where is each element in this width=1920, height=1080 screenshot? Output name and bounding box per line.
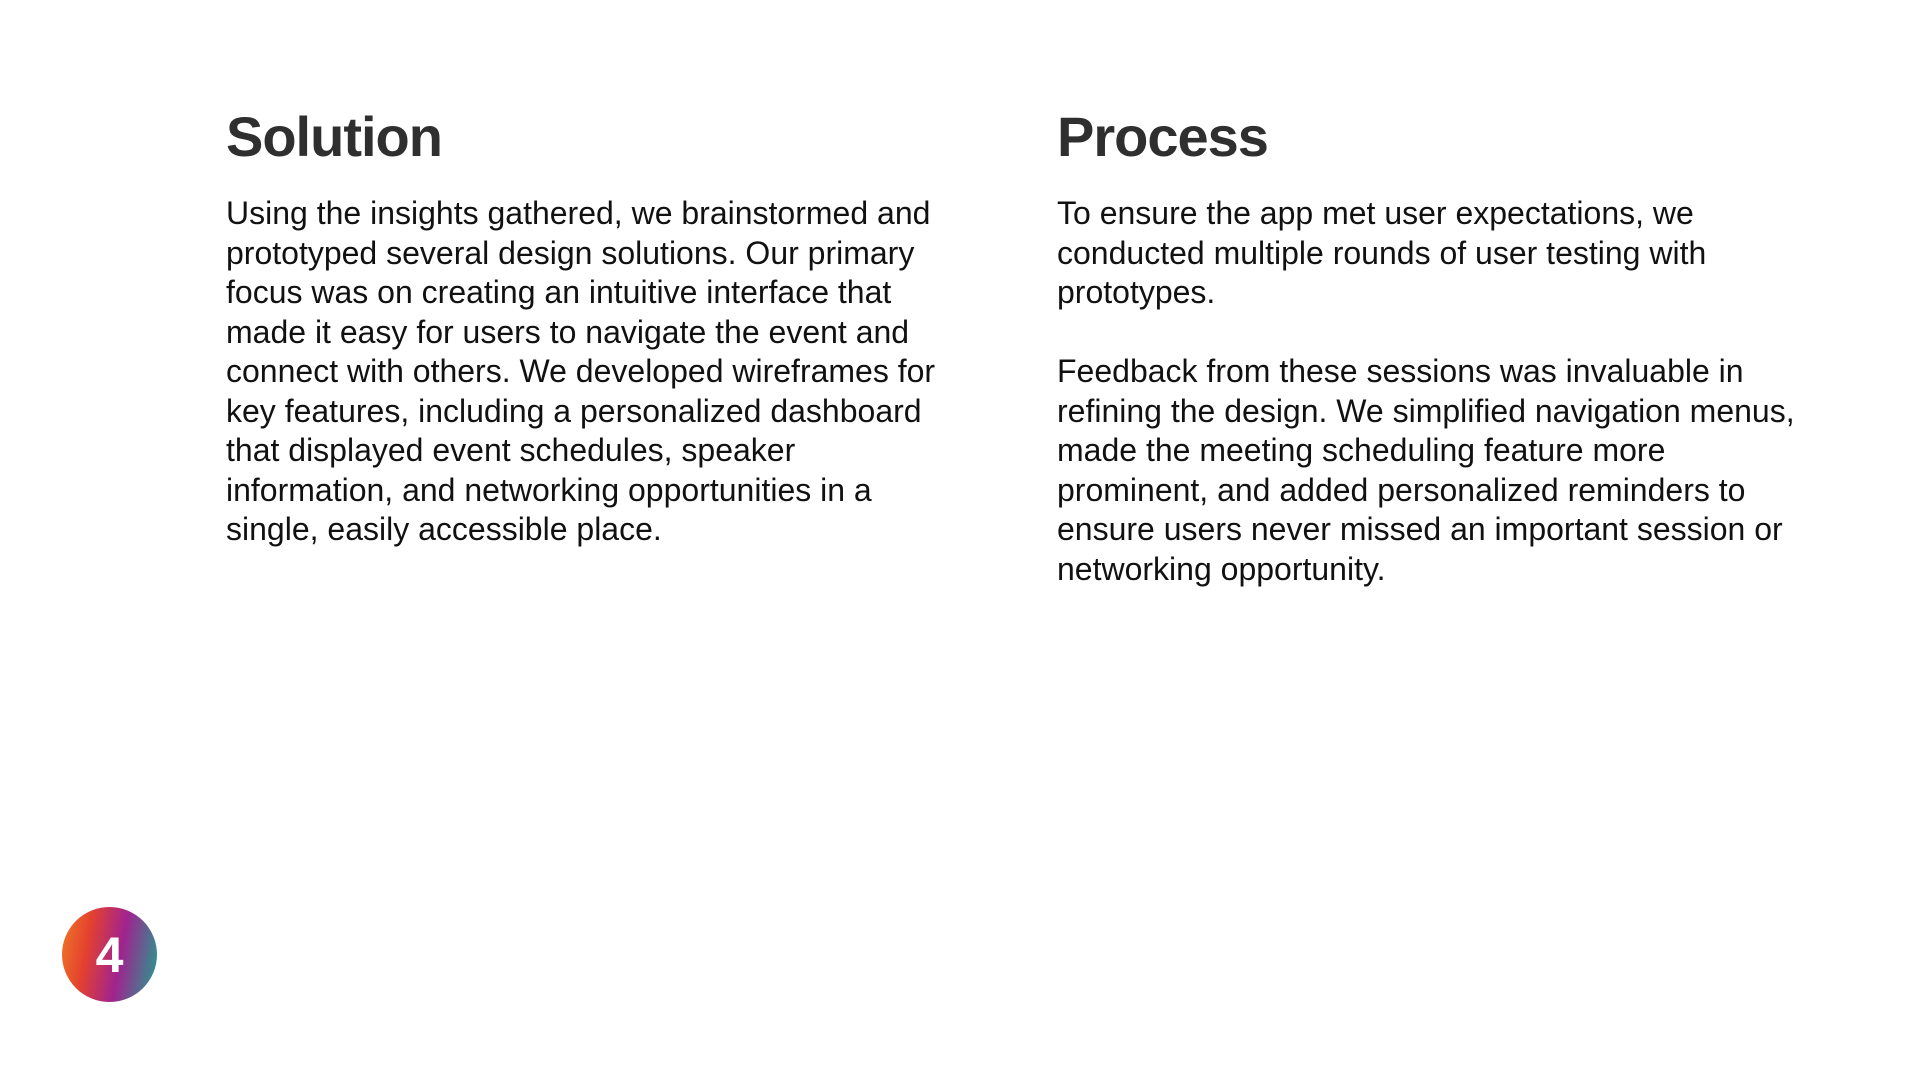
process-heading: Process bbox=[1057, 105, 1268, 168]
solution-body: Using the insights gathered, we brainstormed and prototyped several design solutions. Our primary focus was on creating an intuitive interface that made it easy for users to navigate the event and connect with others. We developed wireframes for key features, including a personalized dashboard that displayed event schedules, speaker information, and networking opportunities in a single, easily accessible place. bbox=[226, 195, 936, 547]
process-section bbox=[1057, 104, 1817, 589]
page-number: 4 bbox=[95, 926, 124, 983]
page-number-badge bbox=[62, 907, 157, 1002]
process-paragraph-1: To ensure the app met user expectations, we conducted multiple rounds of user testing with prototypes. bbox=[1057, 195, 1707, 310]
solution-heading: Solution bbox=[226, 105, 442, 168]
process-paragraph-2: Feedback from these sessions was invaluable in refining the design. We simplified navigation menus, made the meeting scheduling feature more prominent, and added personalized reminders to ensure users never missed an important session or networking opportunity. bbox=[1057, 353, 1795, 587]
solution-section bbox=[226, 104, 986, 550]
